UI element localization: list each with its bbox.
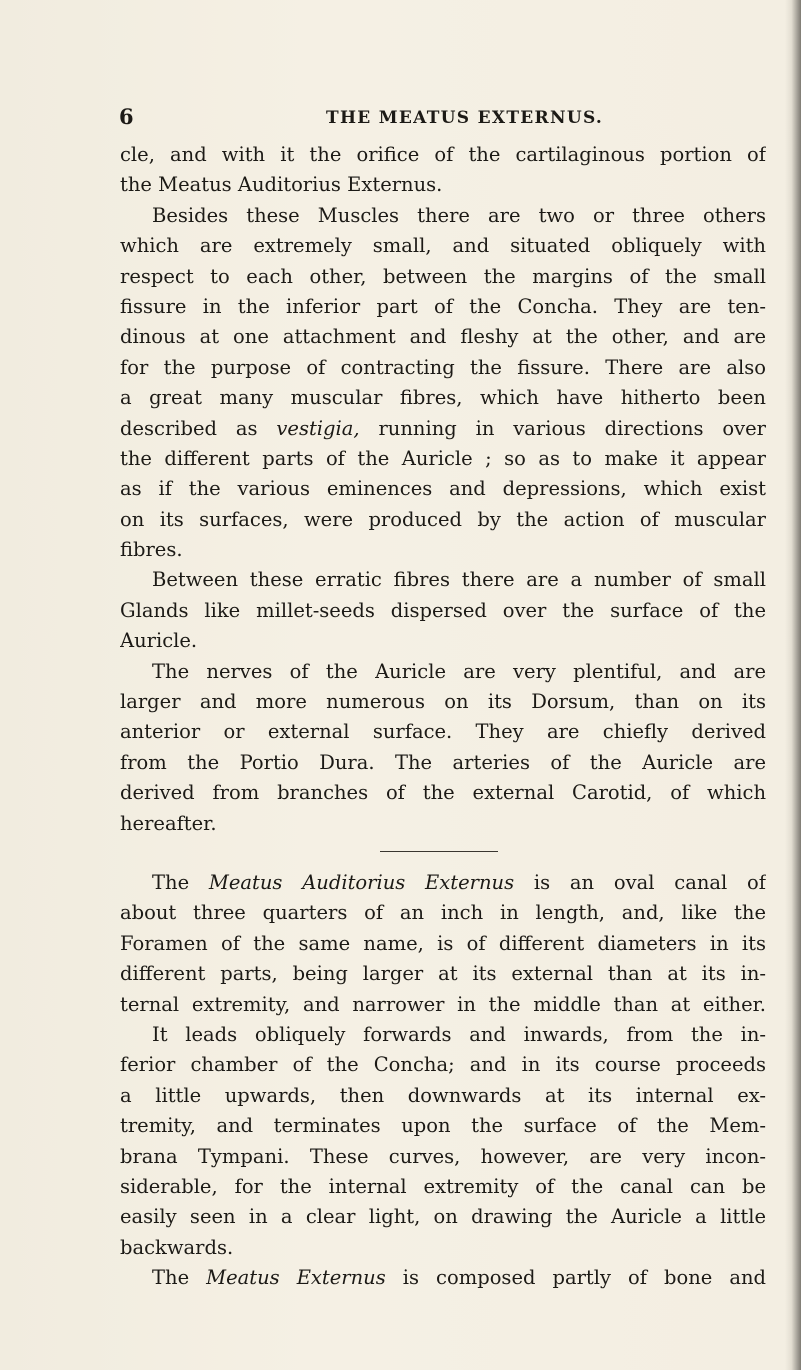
text-line: a little upwards, then downwards at its internal ex- — [120, 1083, 766, 1107]
text-line: cle, and with it the orifice of the cartilaginous portion of — [120, 143, 766, 166]
text-line: for the purpose of contracting the fissure. There are also — [120, 355, 766, 379]
text-segment: The — [152, 1266, 190, 1290]
text-line: as if the various eminences and depressions, which exist — [120, 477, 766, 501]
text-line: dinous at one attachment and fleshy at the other, and are — [120, 325, 766, 349]
body-text — [120, 140, 766, 1293]
text-line: easily seen in a clear light, on drawing the Auricle a little — [120, 1205, 766, 1229]
running-head: THE MEATUS EXTERNUS. — [326, 108, 604, 128]
text-line: hereafter. — [120, 811, 217, 835]
italic-term: Meatus Externus — [206, 1266, 386, 1290]
text-segment: The — [152, 870, 190, 894]
text-line: Between these erratic fibres there are a number of small — [152, 568, 766, 592]
text-line: respect to each other, between the margins of the small — [120, 264, 766, 288]
text-line — [120, 868, 766, 898]
text-line: siderable, for the internal extremity of the canal can be — [120, 1174, 766, 1198]
text-line: fissure in the inferior part of the Concha. They are ten- — [120, 294, 766, 318]
page-header — [0, 104, 801, 134]
section-divider — [380, 851, 498, 852]
text-line: which are extremely small, and situated obliquely with — [120, 234, 766, 258]
text-line: fibres. — [120, 538, 183, 562]
text-line: larger and more numerous on its Dorsum, than on its — [120, 690, 766, 714]
text-line: ternal extremity, and narrower in the middle than at either. — [120, 992, 766, 1016]
text-segment: is composed partly of bone and — [402, 1266, 766, 1290]
italic-term: Meatus Auditorius Externus — [208, 870, 515, 894]
text-line: ferior chamber of the Concha; and in its course proceeds — [120, 1053, 766, 1077]
page-edge-shadow — [785, 0, 801, 1370]
text-line: Besides these Muscles there are two or three others — [152, 203, 766, 227]
text-line: the Meatus Auditorius Externus. — [120, 173, 443, 197]
text-line: The nerves of the Auricle are very plentiful, and are — [152, 659, 766, 683]
text-line: on its surfaces, were produced by the action of muscular — [120, 507, 766, 531]
text-line: the different parts of the Auricle ; so as to make it appear — [120, 446, 766, 470]
text-line: a great many muscular fibres, which have hitherto been — [120, 386, 766, 410]
text-line: Glands like millet-seeds dispersed over the surface of the — [120, 598, 766, 622]
text-line: It leads obliquely forwards and inwards, from the in- — [152, 1022, 766, 1046]
text-line: brana Tympani. These curves, however, are very incon- — [120, 1144, 766, 1168]
text-segment: running in various directions over — [378, 416, 766, 440]
text-segment: described as — [120, 416, 258, 440]
text-line: Auricle. — [120, 629, 198, 653]
italic-term: vestigia, — [276, 416, 360, 440]
text-line — [120, 414, 766, 444]
text-line: tremity, and terminates upon the surface of the Mem- — [120, 1114, 766, 1138]
text-line: different parts, being larger at its external than at its in- — [120, 962, 766, 986]
text-line — [120, 1263, 766, 1293]
text-line: backwards. — [120, 1235, 234, 1259]
text-segment: is an oval canal of — [533, 870, 766, 894]
text-line: derived from branches of the external Carotid, of which — [120, 781, 766, 805]
text-line: anterior or external surface. They are chiefly derived — [120, 720, 766, 744]
text-line: from the Portio Dura. The arteries of the Auricle are — [120, 750, 766, 774]
page-number: 6 — [119, 104, 134, 129]
text-line: about three quarters of an inch in length, and, like the — [120, 901, 766, 925]
text-line: Foramen of the same name, is of different diameters in its — [120, 931, 766, 955]
